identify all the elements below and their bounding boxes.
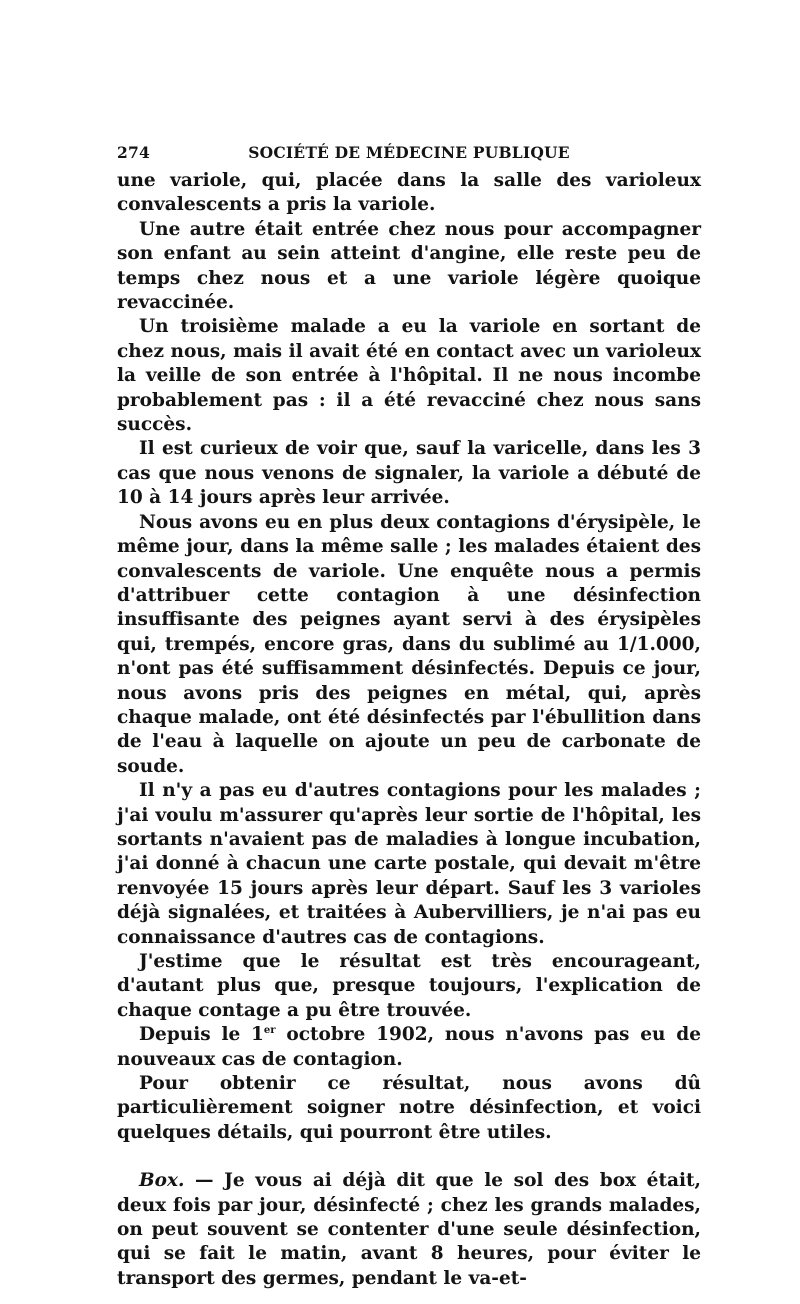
paragraph: une variole, qui, placée dans la salle des varioleux convalescents a pris la variole. bbox=[117, 170, 701, 216]
paragraph: Un troisième malade a eu la variole en sortant de chez nous, mais il avait été en contact avec un varioleux la veille de son entrée à l'hôpital. Il ne nous incombe probablement pas : il a été revacciné chez nous sans succès. bbox=[117, 316, 701, 436]
paragraph-text: octobre 1902, nous n'avons pas eu de nouveaux cas de contagion. bbox=[117, 1024, 701, 1070]
running-header bbox=[117, 143, 701, 165]
body-text bbox=[117, 169, 701, 1291]
paragraph-text: — Je vous ai déjà dit que le sol des box était, deux fois par jour, désinfecté ; chez les grands malades, on peut souvent se contenter d'une seule désinfection, qui se fait le matin, avant 8 heures, pour éviter le transport des germes, pendant le va-et- bbox=[117, 1170, 701, 1289]
page-number: 274 bbox=[117, 143, 150, 162]
paragraph: Une autre était entrée chez nous pour accompagner son enfant au sein atteint d'angine, elle reste peu de temps chez nous et a une variole légère quoique revaccinée. bbox=[117, 218, 701, 314]
paragraph: Nous avons eu en plus deux contagions d'érysipèle, le même jour, dans la même salle ; les malades étaient des convalescents de variole. Une enquête nous a permis d'attribuer cette contagion à une désinfection insuffisante des peignes ayant servi à des érysipèles qui, trempés, encore gras, dans du sublimé au 1/1.000, n'ont pas été suffisamment désinfectés. Depuis ce jour, nous avons pris des peignes en métal, qui, après chaque malade, ont été désinfectés par l'ébullition dans de l'eau à laquelle on ajoute un peu de carbonate de soude. bbox=[117, 511, 701, 777]
paragraph-text: Depuis le 1 bbox=[139, 1024, 264, 1046]
paragraph: Il est curieux de voir que, sauf la varicelle, dans les 3 cas que nous venons de signaler, la variole a débuté de 10 à 14 jours après leur arrivée. bbox=[117, 438, 701, 509]
paragraph: Pour obtenir ce résultat, nous avons dû particulièrement soigner notre désinfection, et voici quelques détails, qui pourront être utiles. bbox=[117, 1073, 701, 1143]
running-title: SOCIÉTÉ DE MÉDECINE PUBLIQUE bbox=[248, 143, 570, 162]
section-lead: Box. bbox=[139, 1170, 185, 1192]
paragraph: Il n'y a pas eu d'autres contagions pour les malades ; j'ai voulu m'assurer qu'après leur sortie de l'hôpital, les sortants n'avaient pas de maladies à longue incubation, j'ai donné à chacun une carte postale, qui devait m'être renvoyée 15 jours après leur départ. Sauf les 3 varioles déjà signalées, et traitées à Aubervilliers, je n'ai pas eu connaissance d'autres cas de contagions. bbox=[117, 780, 701, 948]
paragraph: J'estime que le résultat est très encourageant, d'autant plus que, presque toujours, l'explication de chaque contage a pu être trouvée. bbox=[117, 951, 701, 1021]
box-section-paragraph bbox=[117, 1169, 701, 1291]
paragraph bbox=[117, 1023, 701, 1072]
ordinal-superscript: er bbox=[263, 1025, 276, 1037]
